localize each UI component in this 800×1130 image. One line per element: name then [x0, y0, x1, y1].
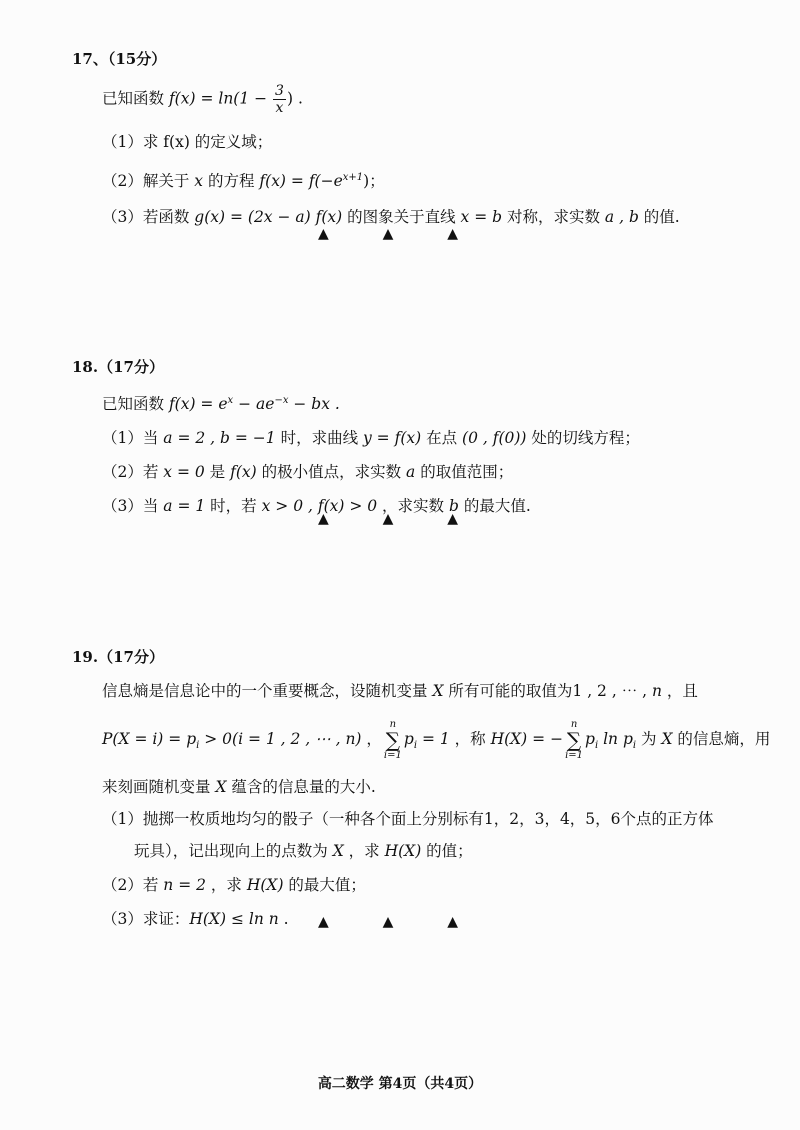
answer-space-marks-19 — [318, 914, 458, 930]
triangle-icon: ▲ — [318, 226, 329, 242]
problem-points: （15分） — [107, 50, 167, 68]
problem-18-q1: （1）当 a = 2 , b = −1 时，求曲线 y = f(x) 在点 (0 , f(0)) 处的切线方程； — [102, 429, 640, 448]
problem-17-q2: （2）解关于 x 的方程 $f(x) = f(-e^{x+1})$； — [102, 172, 385, 191]
problem-number: 18. — [72, 358, 99, 376]
summation: n ∑ i=1 — [383, 719, 402, 761]
problem-19-q2: （2）若 n = 2 ，求 H(X) 的最大值； — [102, 876, 366, 894]
triangle-icon: ▲ — [382, 914, 394, 930]
problem-18-intro: 已知函数 $f(x) = e^x - ae^{-x}$ − bx . — [102, 395, 340, 414]
triangle-icon: ▲ — [382, 511, 394, 527]
problem-19 — [72, 646, 771, 941]
triangle-icon: ▲ — [382, 226, 394, 242]
problem-18 — [72, 356, 712, 528]
problem-19-text-1: 信息熵是信息论中的一个重要概念，设随机变量 X 所有可能的取值为1 , 2 , ⋯ , n ，且 — [102, 682, 698, 700]
fraction: $\frac{3}{x}$ — [275, 83, 284, 116]
problem-number: 17、 — [72, 50, 108, 68]
problem-points: （17分） — [98, 648, 164, 666]
answer-space-marks-17 — [318, 226, 458, 242]
problem-points: （17分） — [98, 358, 164, 376]
problem-18-title — [72, 356, 712, 377]
problem-number: 19. — [72, 648, 99, 666]
triangle-icon: ▲ — [318, 511, 329, 527]
problem-19-q3: （3）求证：H(X) ≤ ln n . — [102, 910, 289, 928]
problem-19-q1-continued: 玩具），记出现向上的点数为 X ，求 H(X) 的值； — [134, 842, 473, 860]
triangle-icon: ▲ — [447, 511, 458, 527]
problem-17-intro: 已知函数 f(x) = ln(1 − $\frac{3}{x}$ ) . — [102, 83, 303, 116]
triangle-icon: ▲ — [318, 914, 329, 930]
summation: n ∑ i=1 — [565, 719, 584, 761]
problem-19-text-2: $P(X = i) = p_i > 0(i = 1$ , 2 , ⋯ , n) ，n ∑ $i=1p_i = 1$ ，称 H(X) = −n ∑ $i=1p_i$ $\ln p_i$ 为 X 的信息熵，用 — [102, 719, 771, 761]
problem-17-title — [72, 48, 712, 69]
problem-18-q3: （3）当 a = 1 时，若 x > 0 , f(x) > 0 ，求实数 b 的最大值. — [102, 497, 531, 516]
problem-19-text-3: 来刻画随机变量 X 蕴含的信息量的大小. — [102, 778, 376, 796]
page-footer: 高二数学 第4页（共4页） — [317, 1076, 483, 1092]
problem-17-q3: （3）若函数 g(x) = (2x − a) f(x) 的图象关于直线 x = b 对称，求实数 a , b 的值. — [102, 208, 680, 227]
answer-space-marks-18 — [318, 511, 458, 527]
triangle-icon: ▲ — [447, 914, 458, 930]
problem-17-q1: （1）求 f(x) 的定义域； — [102, 133, 273, 151]
problem-18-q2: （2）若 x = 0 是 f(x) 的极小值点，求实数 a 的取值范围； — [102, 463, 514, 482]
problem-17 — [72, 48, 712, 239]
problem-19-title — [72, 646, 712, 667]
problem-19-q1: （1）抛掷一枚质地均匀的骰子（一种各个面上分别标有1，2，3，4，5，6个点的正方体 — [102, 810, 714, 828]
triangle-icon: ▲ — [447, 226, 458, 242]
